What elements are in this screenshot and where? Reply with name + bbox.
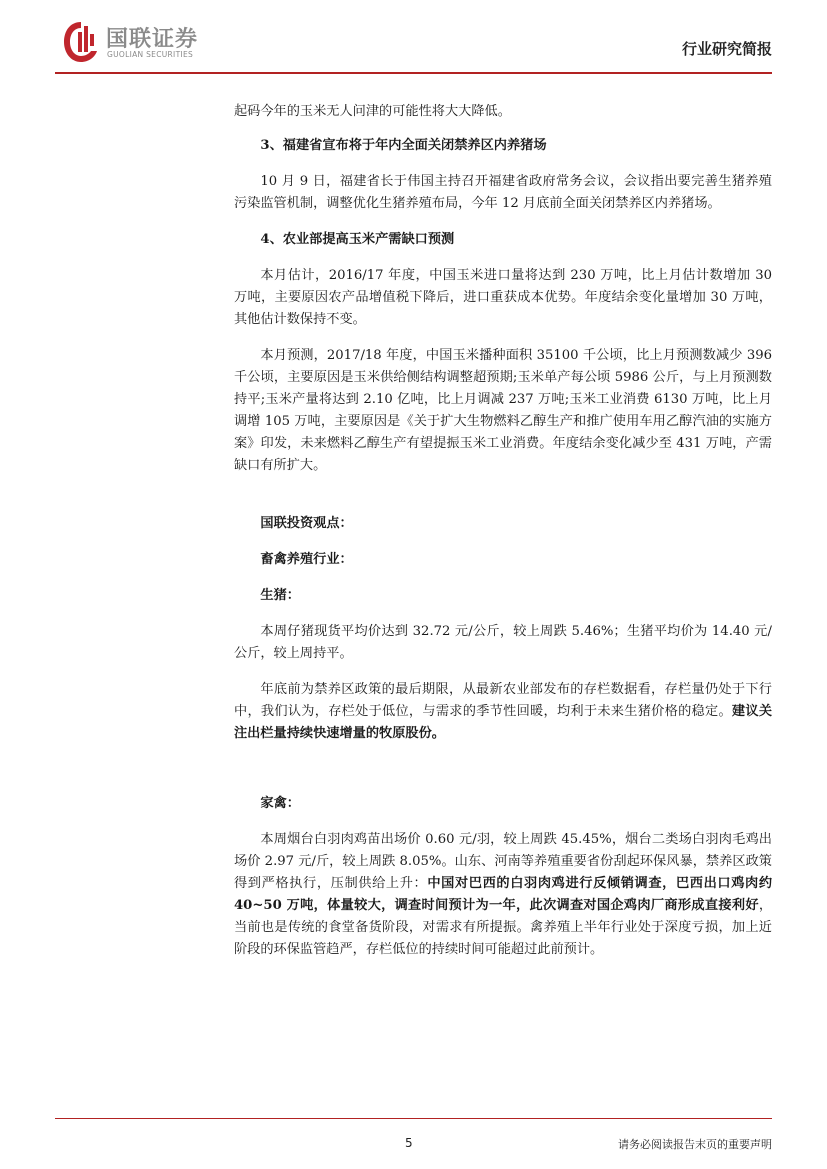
paragraph-text: ，当前也是传统的食堂备货阶段，对需求有所提振。禽养殖上半年行业处于深度亏损，加上近阶段的环保监管趋严，存栏低位的持续时间可能超过此前预计。 [234, 898, 772, 957]
paragraph-text: 本周烟台白羽肉鸡苗出场价 0.60 元/羽，较上周跌 45.45%，烟台二类场白羽肉毛鸡出场价 2.97 元/斤，较上周跌 8.05%。山东、河南等养殖重要省份刮起环保风暴，禁养区政策得到严格执行，压制供给上升： [234, 832, 772, 891]
report-type-label: 行业研究简报 [681, 40, 772, 58]
page-number: 5 [405, 1136, 413, 1150]
section-heading: 生猪： [260, 588, 300, 603]
paragraph: 起码今年的玉米无人问津的可能性将大大降低。 [234, 104, 511, 119]
main-content [234, 101, 772, 975]
guolian-logo [62, 20, 282, 66]
paragraph [234, 679, 772, 745]
disclaimer-text: 请务必阅读报告末页的重要声明 [618, 1138, 772, 1151]
paragraph-text: 年底前为禁养区政策的最后期限，从最新农业部发布的存栏数据看，存栏量仍处于下行中，我们认为，存栏处于低位，与需求的季节性回暖，均利于未来生猪价格的稳定。 [234, 682, 772, 719]
paragraph: 本月估计，2016/17 年度，中国玉米进口量将达到 230 万吨，比上月估计数增加 30 万吨，主要原因农产品增值税下降后，进口重获成本优势。年度结余变化量增加 30 万吨，其他估计数保持不变。 [234, 268, 772, 327]
logo-english-text: GUOLIAN SECURITIES [107, 50, 194, 59]
spacer [234, 759, 772, 793]
section-heading: 畜禽养殖行业： [260, 552, 353, 567]
guolian-logo-icon [62, 20, 100, 64]
logo-chinese-text: 国联证券 [106, 27, 199, 52]
paragraph: 本周仔猪现货平均价达到 32.72 元/公斤，较上周跌 5.46%；生猪平均价为 14.40 元/公斤，较上周持平。 [234, 624, 772, 661]
section-heading: 家禽： [260, 796, 300, 811]
paragraph: 本月预测，2017/18 年度，中国玉米播种面积 35100 千公顷，比上月预测数减少 396 千公顷，主要原因是玉米供给侧结构调整超预期;玉米单产每公顷 5986 公斤，与上月预测数持平;玉米产量将达到 2.10 亿吨，比上月调减 237 万吨;玉米工业消费 6130 万吨，比上月调增 105 万吨，主要原因是《关于扩大生物燃料乙醇生产和推广使用车用乙醇汽油的实施方案》印发，未来燃料乙醇生产有望提振玉米工业消费。年度结余变化减少至 431 万吨，产需缺口有所扩大。 [234, 348, 772, 473]
footer-divider [55, 1118, 772, 1119]
section-heading: 国联投资观点： [260, 516, 353, 531]
header-divider [55, 72, 772, 74]
section-heading: 4、农业部提高玉米产需缺口预测 [260, 232, 455, 247]
paragraph: 10 月 9 日，福建省长于伟国主持召开福建省政府常务会议，会议指出要完善生猪养殖污染监管机制，调整优化生猪养殖布局，今年 12 月底前全面关闭禁养区内养猪场。 [234, 174, 772, 211]
paragraph-bold-text: 建议关注出栏量持续快速增量的牧原股份。 [234, 704, 773, 741]
section-heading: 3、福建省宣布将于年内全面关闭禁养区内养猪场 [260, 138, 547, 153]
page-header [0, 0, 827, 75]
spacer [234, 491, 772, 513]
paragraph [234, 829, 772, 961]
paragraph-bold-text: 中国对巴西的白羽肉鸡进行反倾销调查，巴西出口鸡肉约 40~50 万吨，体量较大，调查时间预计为一年，此次调查对国企鸡肉厂商形成直接利好 [234, 876, 773, 913]
